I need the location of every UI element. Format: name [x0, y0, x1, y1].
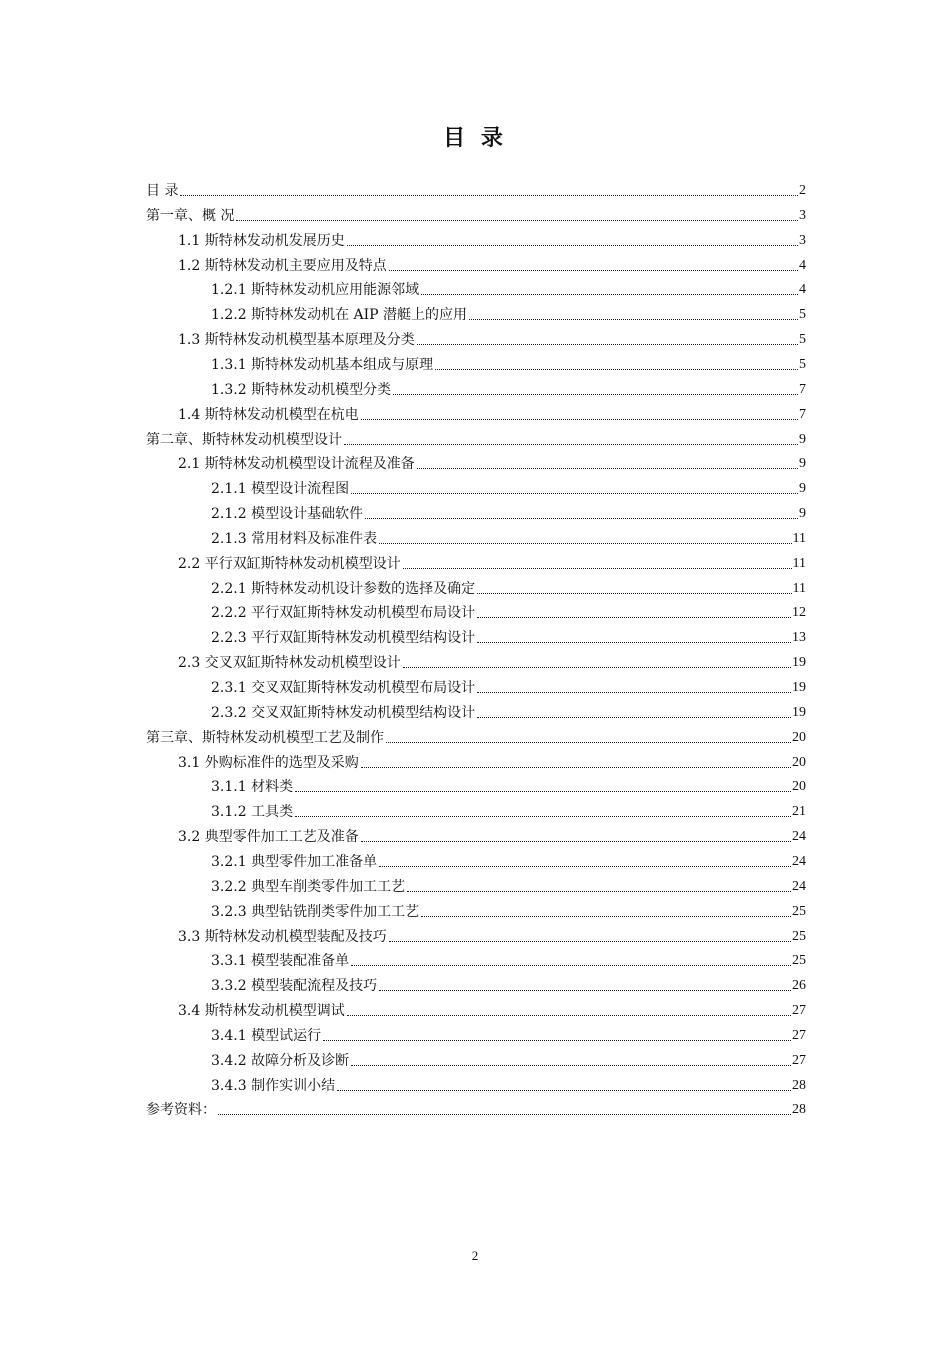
- toc-entry[interactable]: [211, 897, 806, 921]
- toc-entry-page: 27: [792, 1052, 806, 1068]
- toc-entry-page: 4: [799, 257, 806, 273]
- toc-entry[interactable]: [211, 946, 806, 970]
- toc-entry-label: 1.2.2 斯特林发动机在 AIP 潜艇上的应用: [211, 307, 468, 324]
- toc-dot-leader: [361, 767, 791, 768]
- toc-entry[interactable]: [211, 524, 806, 548]
- toc-entry-page: 7: [799, 381, 806, 397]
- toc-dot-leader: [379, 866, 791, 867]
- toc-entry-page: 3: [799, 207, 806, 223]
- toc-dot-leader: [477, 717, 791, 718]
- toc-entry-label: 2.2.3 平行双缸斯特林发动机模型结构设计: [211, 630, 476, 647]
- toc-dot-leader: [361, 841, 791, 842]
- toc-dot-leader: [180, 195, 798, 196]
- toc-dot-leader: [403, 667, 791, 668]
- toc-dot-leader: [295, 816, 791, 817]
- toc-entry-page: 19: [792, 680, 806, 695]
- toc-entry-page: 7: [799, 406, 806, 422]
- toc-dot-leader: [393, 394, 798, 395]
- toc-dot-leader: [417, 468, 798, 469]
- toc-entry[interactable]: [211, 1021, 806, 1045]
- toc-entry-page: 5: [799, 356, 806, 372]
- toc-entry[interactable]: [178, 325, 806, 349]
- toc-entry-page: 25: [792, 928, 806, 944]
- toc-dot-leader: [323, 1040, 791, 1041]
- toc-entry-page: 25: [792, 903, 806, 919]
- toc-entry-label: 3.3 斯特林发动机模型装配及技巧: [178, 928, 387, 945]
- toc-entry[interactable]: [146, 425, 806, 449]
- toc-dot-leader: [379, 543, 791, 544]
- toc-entry-label: 2.3.2 交叉双缸斯特林发动机模型结构设计: [211, 704, 476, 721]
- toc-entry-label: 3.4 斯特林发动机模型调试: [178, 1003, 345, 1020]
- toc-entry[interactable]: [146, 201, 806, 225]
- toc-entry-page: 9: [799, 481, 806, 497]
- toc-entry-page: 4: [799, 282, 806, 298]
- toc-entry[interactable]: [178, 226, 806, 250]
- toc-entry-page: 11: [792, 555, 806, 571]
- toc-entry-page: 9: [799, 506, 806, 522]
- toc-entry[interactable]: [211, 1046, 806, 1070]
- toc-dot-leader: [389, 941, 791, 942]
- toc-entry[interactable]: [211, 275, 806, 299]
- toc-entry-label: 3.3.1 模型装配准备单: [211, 953, 350, 970]
- toc-dot-leader: [435, 369, 798, 370]
- toc-entry-page: 27: [792, 1003, 806, 1019]
- toc-dot-leader: [389, 270, 798, 271]
- toc-entry-page: 21: [792, 804, 806, 820]
- toc-entry[interactable]: [211, 847, 806, 871]
- toc-entry[interactable]: [211, 1071, 806, 1095]
- toc-entry[interactable]: [211, 375, 806, 399]
- toc-entry-page: 5: [799, 332, 806, 348]
- toc-entry-label: 2.1.2 模型设计基础软件: [211, 506, 364, 523]
- toc-entry-page: 28: [792, 1077, 806, 1093]
- toc-entry[interactable]: [211, 772, 806, 796]
- toc-entry-label: 2.1.3 常用材料及标准件表: [211, 530, 378, 547]
- page-title: 目 录: [443, 126, 507, 151]
- toc-entry-label: 3.1.2 工具类: [211, 804, 294, 821]
- toc-entry-page: 9: [799, 431, 806, 447]
- toc-dot-leader: [477, 692, 791, 693]
- toc-entry-label: 3.1.1 材料类: [211, 779, 294, 796]
- toc-entry-label: 3.2.1 典型零件加工准备单: [211, 853, 378, 870]
- toc-entry-page: 28: [792, 1102, 806, 1118]
- toc-entry-page: 24: [792, 878, 806, 894]
- toc-entry-label: 第二章、斯特林发动机模型设计: [146, 431, 342, 448]
- toc-entry[interactable]: [178, 549, 806, 573]
- toc-entry-page: 9: [799, 456, 806, 472]
- toc-entry-label: 2.1.1 模型设计流程图: [211, 481, 350, 498]
- toc-entry[interactable]: [211, 300, 806, 324]
- toc-entry-page: 19: [792, 704, 806, 720]
- toc-entry-label: 2.2.1 斯特林发动机设计参数的选择及确定: [211, 580, 476, 597]
- toc-dot-leader: [379, 990, 791, 991]
- toc-dot-leader: [351, 1065, 791, 1066]
- toc-entry[interactable]: [178, 648, 806, 672]
- toc-dot-leader: [477, 617, 791, 618]
- toc-entry-page: 5: [799, 307, 806, 323]
- toc-entry-page: 11: [792, 580, 806, 596]
- toc-entry-label: 第一章、概 况: [146, 207, 235, 224]
- toc-entry[interactable]: [178, 822, 806, 846]
- toc-entry-label: 1.3.2 斯特林发动机模型分类: [211, 381, 392, 398]
- toc-entry-label: 参考资料：: [146, 1102, 216, 1119]
- toc-entry-label: 1.3.1 斯特林发动机基本组成与原理: [211, 356, 434, 373]
- toc-entry-label: 1.4 斯特林发动机模型在杭电: [178, 406, 359, 423]
- toc-entry[interactable]: [178, 449, 806, 473]
- toc-entry-label: 目 录: [146, 183, 179, 199]
- toc-entry[interactable]: [211, 474, 806, 498]
- toc-entry-page: 26: [792, 978, 806, 994]
- toc-entry-page: 20: [792, 779, 806, 795]
- toc-entry[interactable]: [211, 698, 806, 722]
- toc-entry-page: 13: [792, 630, 806, 646]
- toc-entry-label: 3.3.2 模型装配流程及技巧: [211, 978, 378, 995]
- toc-entry-label: 3.2.2 典型车削类零件加工工艺: [211, 878, 406, 895]
- toc-entry-label: 2.2 平行双缸斯特林发动机模型设计: [178, 555, 401, 572]
- toc-entry-page: 3: [799, 232, 806, 248]
- toc-dot-leader: [218, 1114, 791, 1115]
- toc-entry[interactable]: [211, 598, 806, 622]
- toc-entry-label: 2.3 交叉双缸斯特林发动机模型设计: [178, 655, 401, 672]
- toc-entry[interactable]: [178, 251, 806, 275]
- toc-entry[interactable]: [211, 499, 806, 523]
- toc-entry-label: 2.1 斯特林发动机模型设计流程及准备: [178, 456, 415, 473]
- toc-dot-leader: [469, 319, 798, 320]
- page-number: 2: [471, 1248, 479, 1263]
- toc-dot-leader: [477, 642, 791, 643]
- toc-dot-leader: [417, 344, 798, 345]
- toc-entry-label: 3.4.3 制作实训小结: [211, 1077, 336, 1094]
- toc-dot-leader: [365, 518, 798, 519]
- toc-entry-page: 20: [792, 754, 806, 770]
- toc-entry-label: 3.1 外购标准件的选型及采购: [178, 754, 359, 771]
- toc-entry[interactable]: [146, 176, 806, 200]
- toc-entry-page: 24: [792, 829, 806, 845]
- toc-dot-leader: [386, 742, 791, 743]
- toc-dot-leader: [236, 220, 798, 221]
- toc-entry-page: 24: [792, 853, 806, 869]
- toc-entry-label: 2.2.2 平行双缸斯特林发动机模型布局设计: [211, 605, 476, 622]
- toc-dot-leader: [347, 1015, 791, 1016]
- toc-entry[interactable]: [178, 996, 806, 1020]
- toc-dot-leader: [403, 568, 792, 569]
- toc-entry-page: 2: [799, 183, 806, 198]
- toc-entry-page: 20: [792, 729, 806, 745]
- toc-entry-label: 1.2.1 斯特林发动机应用能源邻域: [211, 282, 420, 299]
- toc-entry[interactable]: [178, 400, 806, 424]
- toc-entry-page: 11: [792, 530, 806, 546]
- toc-entry[interactable]: [211, 574, 806, 598]
- toc-entry[interactable]: [178, 922, 806, 946]
- toc-entry-label: 1.1 斯特林发动机发展历史: [178, 232, 345, 249]
- toc-dot-leader: [337, 1090, 791, 1091]
- toc-entry[interactable]: [211, 673, 806, 697]
- toc-entry-page: 12: [792, 605, 806, 621]
- toc-entry[interactable]: [211, 350, 806, 374]
- toc-entry-page: 25: [792, 953, 806, 969]
- toc-dot-leader: [295, 791, 791, 792]
- toc-entry-label: 1.2 斯特林发动机主要应用及特点: [178, 257, 387, 274]
- toc-entry-label: 2.3.1 交叉双缸斯特林发动机模型布局设计: [211, 680, 476, 696]
- toc-dot-leader: [344, 444, 798, 445]
- toc-entry[interactable]: [178, 748, 806, 772]
- toc-dot-leader: [407, 891, 791, 892]
- toc-dot-leader: [477, 593, 791, 594]
- toc-entry-page: 19: [792, 655, 806, 671]
- toc-entry-label: 第三章、斯特林发动机模型工艺及制作: [146, 729, 384, 746]
- toc-dot-leader: [361, 419, 798, 420]
- toc-entry-label: 3.2 典型零件加工工艺及准备: [178, 829, 359, 846]
- toc-entry[interactable]: [146, 723, 806, 747]
- toc-entry-label: 3.2.3 典型钻铣削类零件加工工艺: [211, 903, 420, 920]
- toc-entry[interactable]: [211, 623, 806, 647]
- toc-entry[interactable]: [211, 797, 806, 821]
- toc-dot-leader: [421, 916, 791, 917]
- toc-entry[interactable]: [211, 971, 806, 995]
- toc-entry-page: 27: [792, 1027, 806, 1043]
- toc-dot-leader: [347, 245, 798, 246]
- toc-entry[interactable]: [146, 1095, 806, 1119]
- toc-entry-label: 3.4.2 故障分析及诊断: [211, 1052, 350, 1069]
- toc-entry-label: 1.3 斯特林发动机模型基本原理及分类: [178, 332, 415, 349]
- toc-entry-label: 3.4.1 模型试运行: [211, 1027, 322, 1044]
- toc-dot-leader: [351, 965, 791, 966]
- toc-dot-leader: [351, 493, 798, 494]
- toc-entry[interactable]: [211, 872, 806, 896]
- toc-dot-leader: [421, 294, 798, 295]
